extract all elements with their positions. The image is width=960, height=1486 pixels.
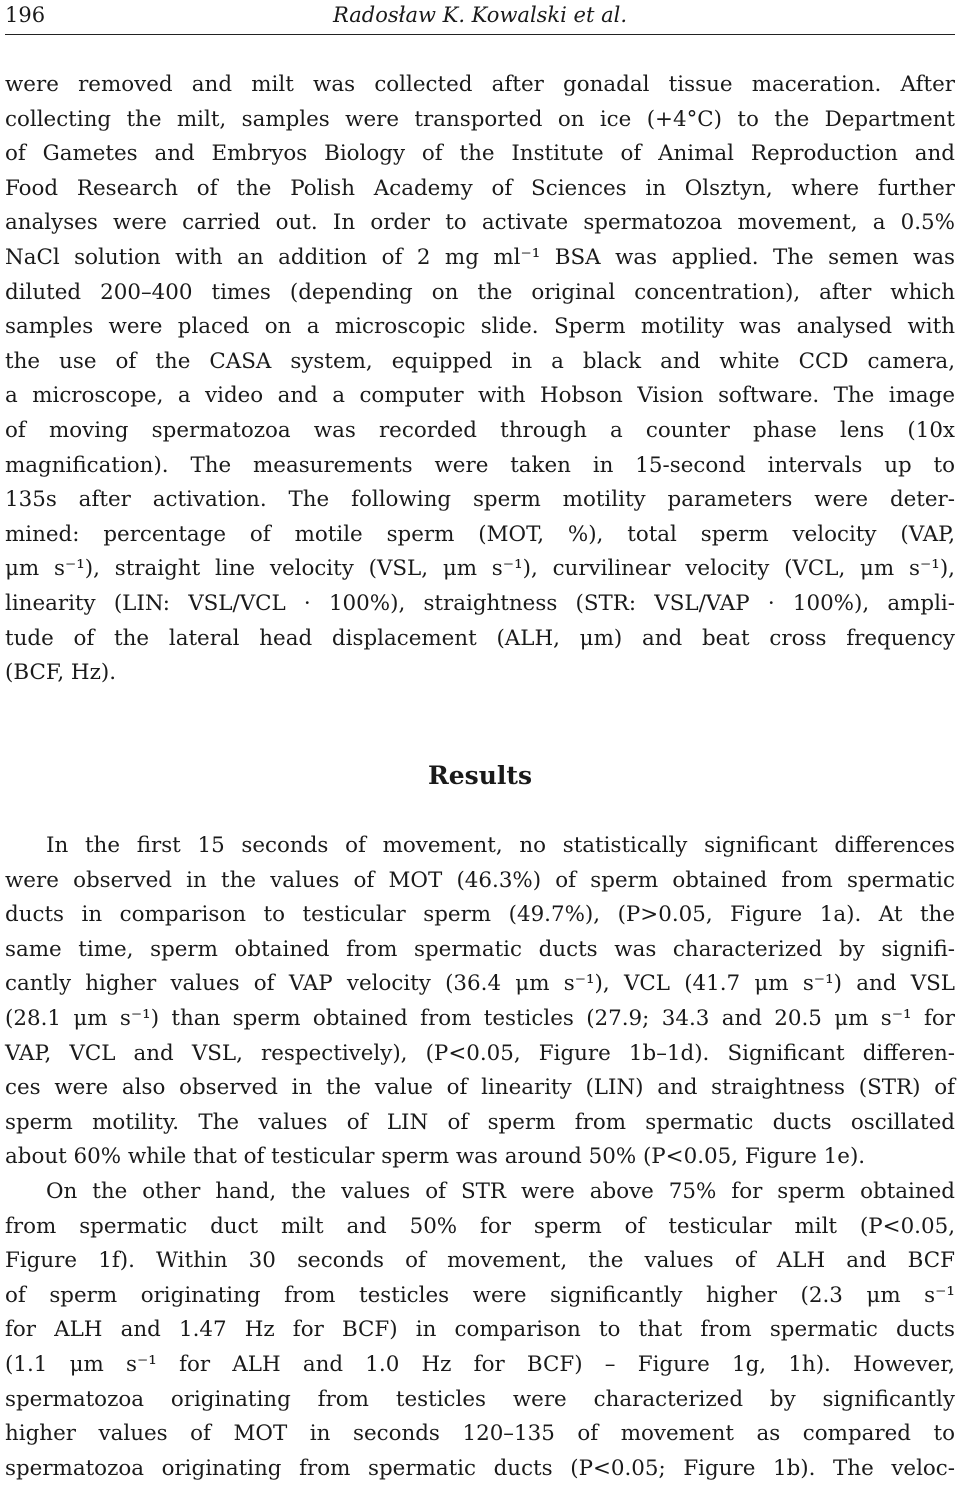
page-number: 196 bbox=[5, 3, 46, 27]
text-line: from spermatic duct milt and 50% for sperm of testicular milt (P<0.05, bbox=[5, 1213, 955, 1239]
text-line: of Gametes and Embryos Biology of the Institute of Animal Reproduction and bbox=[5, 141, 955, 167]
text-line: collecting the milt, samples were transported on ice (+4°C) to the Department bbox=[5, 106, 955, 132]
methods-paragraph bbox=[5, 68, 955, 691]
text-line: magnification). The measurements were taken in 15-second intervals up to bbox=[5, 452, 955, 478]
text-line: VAP, VCL and VSL, respectively), (P<0.05, Figure 1b–1d). Significant differen- bbox=[5, 1040, 955, 1066]
text-line: μm s⁻¹), straight line velocity (VSL, μm s⁻¹), curvilinear velocity (VCL, μm s⁻¹), bbox=[5, 556, 955, 582]
running-header bbox=[5, 0, 955, 35]
text-line: In the first 15 seconds of movement, no statistically significant differences bbox=[46, 833, 955, 858]
text-line: 135s after activation. The following sperm motility parameters were deter- bbox=[5, 487, 955, 513]
text-line: mined: percentage of motile sperm (MOT, %), total sperm velocity (VAP, bbox=[5, 521, 955, 547]
text-line: were removed and milt was collected after gonadal tissue maceration. After bbox=[5, 72, 955, 97]
text-line: spermatozoa originating from spermatic ducts (P<0.05; Figure 1b). The veloc- bbox=[5, 1455, 955, 1481]
results-heading: Results bbox=[427, 761, 533, 790]
text-line: about 60% while that of testicular sperm was around 50% (P<0.05, Figure 1e). bbox=[5, 1144, 866, 1170]
text-line: of moving spermatozoa was recorded through a counter phase lens (10x bbox=[5, 417, 955, 443]
text-line: cantly higher values of VAP velocity (36.4 μm s⁻¹), VCL (41.7 μm s⁻¹) and VSL bbox=[5, 971, 955, 997]
running-title: Radosław K. Kowalski et al. bbox=[332, 3, 628, 27]
text-line: Food Research of the Polish Academy of Sciences in Olsztyn, where further bbox=[5, 175, 955, 201]
text-line: were observed in the values of MOT (46.3%) of sperm obtained from spermatic bbox=[5, 867, 955, 893]
text-line: higher values of MOT in seconds 120–135 of movement as compared to bbox=[5, 1421, 955, 1447]
text-line: On the other hand, the values of STR were above 75% for sperm obtained bbox=[46, 1178, 955, 1204]
text-line: ducts in comparison to testicular sperm (49.7%), (P>0.05, Figure 1a). At the bbox=[5, 902, 955, 928]
text-line: a microscope, a video and a computer with Hobson Vision software. The image bbox=[5, 383, 955, 409]
text-line: linearity (LIN: VSL/VCL · 100%), straightness (STR: VSL/VAP · 100%), ampli- bbox=[5, 590, 955, 616]
text-line: analyses were carried out. In order to activate spermatozoa movement, a 0.5% bbox=[5, 210, 955, 236]
text-line: the use of the CASA system, equipped in a black and white CCD camera, bbox=[5, 348, 955, 374]
text-line: (28.1 μm s⁻¹) than sperm obtained from testicles (27.9; 34.3 and 20.5 μm s⁻¹ for bbox=[5, 1005, 955, 1031]
text-line: (1.1 μm s⁻¹ for ALH and 1.0 Hz for BCF) – Figure 1g, 1h). However, bbox=[5, 1351, 955, 1377]
text-line: same time, sperm obtained from spermatic ducts was characterized by signifi- bbox=[5, 936, 955, 962]
text-line: (BCF, Hz). bbox=[5, 660, 117, 686]
text-line: tude of the lateral head displacement (ALH, μm) and beat cross frequency bbox=[5, 625, 955, 651]
text-line: of sperm originating from testicles were significantly higher (2.3 μm s⁻¹ bbox=[5, 1282, 955, 1308]
text-line: spermatozoa originating from testicles were characterized by significantly bbox=[5, 1386, 955, 1412]
text-line: ces were also observed in the value of linearity (LIN) and straightness (STR) of bbox=[5, 1075, 955, 1101]
text-line: for ALH and 1.47 Hz for BCF) in comparison to that from spermatic ducts bbox=[5, 1317, 955, 1343]
text-line: NaCl solution with an addition of 2 mg ml⁻¹ BSA was applied. The semen was bbox=[5, 244, 955, 270]
text-line: sperm motility. The values of LIN of sperm from spermatic ducts oscillated bbox=[5, 1109, 955, 1135]
text-line: Figure 1f). Within 30 seconds of movement, the values of ALH and BCF bbox=[5, 1248, 955, 1274]
text-line: samples were placed on a microscopic slide. Sperm motility was analysed with bbox=[5, 314, 955, 340]
results-paragraphs bbox=[5, 829, 955, 1486]
text-line: diluted 200–400 times (depending on the original concentration), after which bbox=[5, 279, 955, 305]
